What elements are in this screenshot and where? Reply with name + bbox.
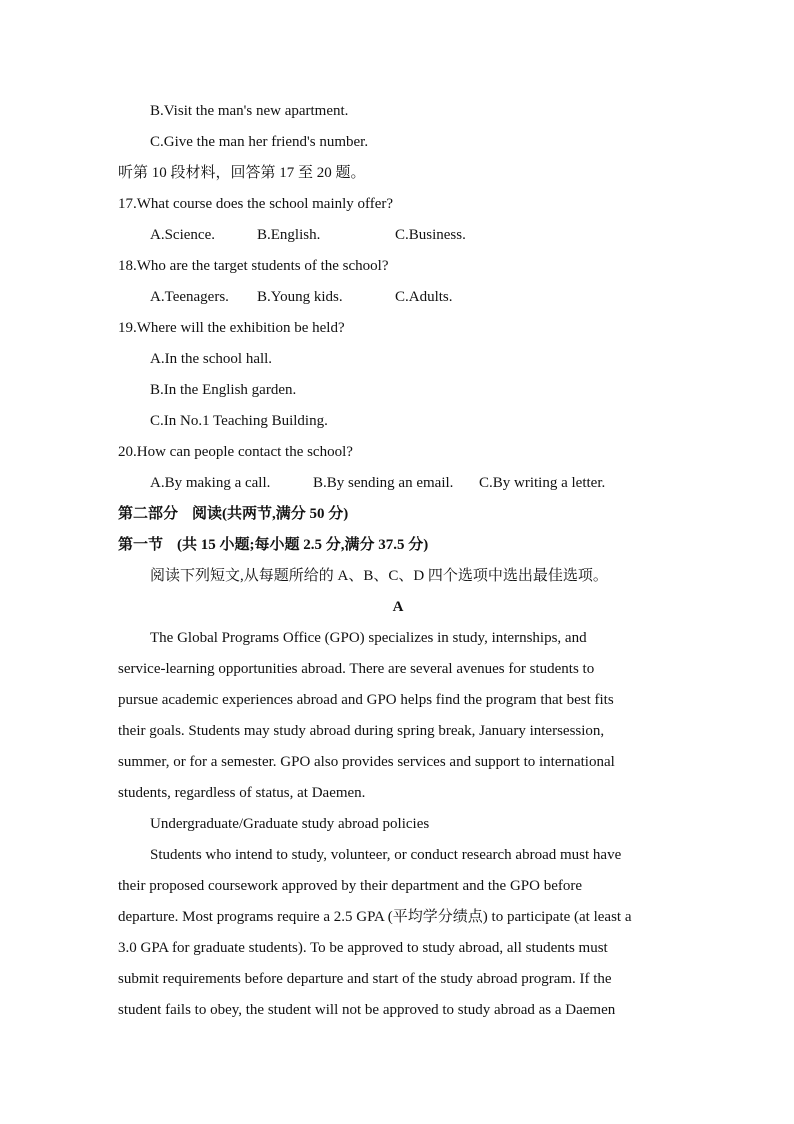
section1-heading-detail: (共 15 小题;每小题 2.5 分,满分 37.5 分) xyxy=(177,537,429,553)
section1-heading-label: 第一节 xyxy=(118,537,164,553)
q17-option-a: A.Science. xyxy=(150,227,215,243)
q20-option-a: A.By making a call. xyxy=(150,475,271,491)
section1-heading xyxy=(118,530,678,561)
passage-line: student fails to obey, the student will not be approved to study abroad as a Daemen xyxy=(118,1002,616,1018)
q19-option-b: B.In the English garden. xyxy=(150,382,297,398)
section1-instruction: 阅读下列短文,从每题所给的 A、B、C、D 四个选项中选出最佳选项。 xyxy=(150,568,608,584)
q18-option-b: B.Young kids. xyxy=(257,289,343,305)
passage-line: service-learning opportunities abroad. There are several avenues for students to xyxy=(118,661,595,677)
q19-option-c: C.In No.1 Teaching Building. xyxy=(150,413,328,429)
listening-instruction: 听第 10 段材料，回答第 17 至 20 题。 xyxy=(118,165,366,181)
q18-options xyxy=(118,282,678,313)
passage-line: their proposed coursework approved by their department and the GPO before xyxy=(118,878,583,894)
passage-line: departure. Most programs require a 2.5 GPA (平均学分绩点) to participate (at least a xyxy=(118,909,632,925)
q18-option-a: A.Teenagers. xyxy=(150,289,229,305)
part2-heading-label: 第二部分 xyxy=(118,506,179,522)
passage-subheading: Undergraduate/Graduate study abroad policies xyxy=(150,816,430,832)
q20-question: 20.How can people contact the school? xyxy=(118,444,353,460)
part2-heading-detail: 阅读(共两节,满分 50 分) xyxy=(192,506,349,522)
passage-paragraph-1 xyxy=(118,623,678,809)
q16-option-c: C.Give the man her friend's number. xyxy=(150,134,369,150)
passage-line: 3.0 GPA for graduate students). To be approved to study abroad, all students must xyxy=(118,940,608,956)
passage-line: their goals. Students may study abroad during spring break, January intersession, xyxy=(118,723,605,739)
passage-line: summer, or for a semester. GPO also provides services and support to international xyxy=(118,754,615,770)
q19-option-a: A.In the school hall. xyxy=(150,351,273,367)
q16-option-b: B.Visit the man's new apartment. xyxy=(150,103,349,119)
exam-page xyxy=(118,96,678,1026)
passage-line: submit requirements before departure and start of the study abroad program. If the xyxy=(118,971,612,987)
q18-option-c: C.Adults. xyxy=(395,289,453,305)
q20-option-c: C.By writing a letter. xyxy=(479,475,606,491)
part2-heading xyxy=(118,499,678,530)
passage-line: Students who intend to study, volunteer, or conduct research abroad must have xyxy=(150,847,622,863)
q17-option-c: C.Business. xyxy=(395,227,466,243)
q19-question: 19.Where will the exhibition be held? xyxy=(118,320,345,336)
passage-line: students, regardless of status, at Daemen. xyxy=(118,785,366,801)
passage-paragraph-2 xyxy=(118,840,678,1026)
q17-question: 17.What course does the school mainly offer? xyxy=(118,196,394,212)
q18-question: 18.Who are the target students of the school? xyxy=(118,258,389,274)
q17-option-b: B.English. xyxy=(257,227,321,243)
passage-line: The Global Programs Office (GPO) specializes in study, internships, and xyxy=(150,630,587,646)
q20-options xyxy=(118,468,678,499)
passage-line: pursue academic experiences abroad and GPO helps find the program that best fits xyxy=(118,692,614,708)
q20-option-b: B.By sending an email. xyxy=(313,475,454,491)
passage-label: A xyxy=(392,599,404,615)
q17-options xyxy=(118,220,678,251)
